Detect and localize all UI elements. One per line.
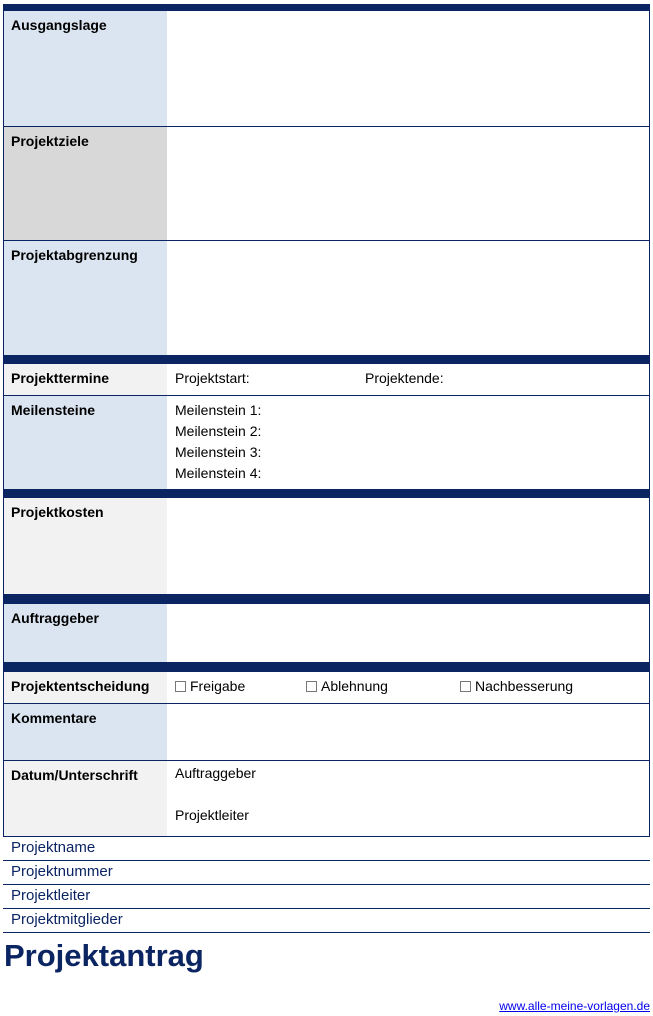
projektstart-label: Projektstart: xyxy=(175,370,250,386)
checkbox-icon[interactable] xyxy=(175,681,186,692)
document-title: Projektantrag xyxy=(4,938,204,973)
projektende-label: Projektende: xyxy=(365,370,444,386)
info-projektleiter: Projektleiter xyxy=(3,885,650,909)
option-freigabe[interactable] xyxy=(175,676,245,697)
field-kommentare[interactable] xyxy=(167,704,650,760)
info-projektnummer: Projektnummer xyxy=(3,861,650,885)
section-divider xyxy=(3,4,650,11)
meilenstein-3: Meilenstein 3: xyxy=(175,444,262,460)
option-label: Freigabe xyxy=(190,678,246,694)
label-projekttermine: Projekttermine xyxy=(3,364,167,395)
signature-auftraggeber: Auftraggeber xyxy=(175,765,256,781)
option-nachbesserung[interactable] xyxy=(460,676,573,697)
checkbox-icon[interactable] xyxy=(306,681,317,692)
label-auftraggeber: Auftraggeber xyxy=(3,604,167,662)
label-projektentscheidung: Projektentscheidung xyxy=(3,672,167,703)
field-projektentscheidung xyxy=(167,672,650,703)
option-label: Ablehnung xyxy=(321,678,388,694)
section-divider xyxy=(3,594,650,604)
meilenstein-4: Meilenstein 4: xyxy=(175,465,262,481)
field-projektkosten[interactable] xyxy=(167,498,650,594)
field-projekttermine xyxy=(167,364,650,395)
meilenstein-2: Meilenstein 2: xyxy=(175,423,262,439)
meilenstein-1: Meilenstein 1: xyxy=(175,402,262,418)
checkbox-icon[interactable] xyxy=(460,681,471,692)
label-datum-unterschrift: Datum/Unterschrift xyxy=(3,761,167,836)
website-link[interactable]: www.alle-meine-vorlagen.de xyxy=(499,999,650,1013)
field-projektabgrenzung[interactable] xyxy=(167,241,650,355)
label-kommentare: Kommentare xyxy=(3,704,167,760)
label-ausgangslage: Ausgangslage xyxy=(3,11,167,126)
info-projektname: Projektname xyxy=(3,837,650,861)
label-meilensteine: Meilensteine xyxy=(3,396,167,489)
label-projektkosten: Projektkosten xyxy=(3,498,167,594)
section-divider xyxy=(3,662,650,672)
field-meilensteine xyxy=(167,396,650,489)
section-divider xyxy=(3,489,650,498)
field-datum-unterschrift xyxy=(167,761,650,836)
field-ausgangslage[interactable] xyxy=(167,11,650,126)
option-ablehnung[interactable] xyxy=(306,676,388,697)
field-projektziele[interactable] xyxy=(167,127,650,240)
label-projektziele: Projektziele xyxy=(3,127,167,240)
label-projektabgrenzung: Projektabgrenzung xyxy=(3,241,167,355)
frame-border-left xyxy=(3,4,4,837)
signature-projektleiter: Projektleiter xyxy=(175,807,249,823)
option-label: Nachbesserung xyxy=(475,678,574,694)
frame-border-right xyxy=(649,4,650,837)
info-projektmitglieder: Projektmitglieder xyxy=(3,909,650,933)
field-auftraggeber[interactable] xyxy=(167,604,650,662)
section-divider xyxy=(3,355,650,364)
